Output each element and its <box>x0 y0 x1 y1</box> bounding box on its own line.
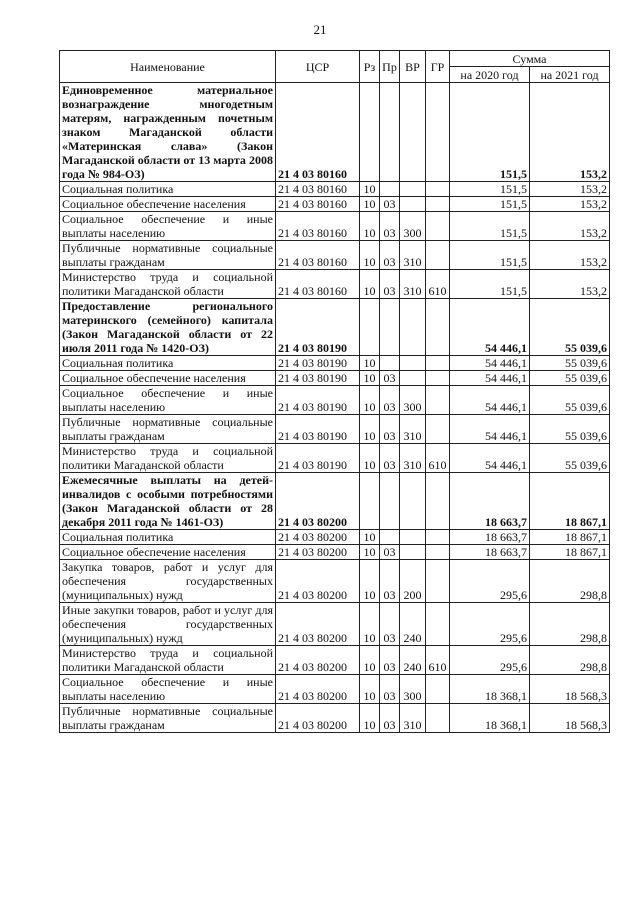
cell-csr: 21 4 03 80190 <box>276 415 360 444</box>
cell-sum-2021: 153,2 <box>530 241 610 270</box>
cell-pr: 03 <box>380 241 400 270</box>
cell-sum-2021: 153,2 <box>530 182 610 197</box>
cell-sum-2020: 18 663,7 <box>450 545 530 560</box>
cell-gr <box>426 704 450 733</box>
cell-gr <box>426 675 450 704</box>
cell-name: Социальное обеспечение населения <box>60 545 276 560</box>
cell-name: Публичные нормативные социальные выплаты гражданам <box>60 704 276 733</box>
table-row <box>60 212 610 241</box>
cell-rz: 10 <box>360 197 380 212</box>
cell-gr <box>426 530 450 545</box>
budget-table <box>59 50 610 733</box>
cell-sum-2021: 298,8 <box>530 603 610 646</box>
cell-csr: 21 4 03 80190 <box>276 299 360 356</box>
cell-gr <box>426 299 450 356</box>
header-sum: Сумма <box>450 51 610 67</box>
cell-pr: 03 <box>380 386 400 415</box>
table-row <box>60 83 610 182</box>
cell-sum-2020: 54 446,1 <box>450 386 530 415</box>
cell-pr <box>380 299 400 356</box>
cell-vr: 240 <box>400 646 426 675</box>
cell-name: Предоставление регионального материнского (семейного) капитала (Закон Магаданской области от 22 июля 2011 года № 1420-ОЗ) <box>60 299 276 356</box>
cell-name: Министерство труда и социальной политики Магаданской области <box>60 444 276 473</box>
cell-name: Социальное обеспечение населения <box>60 371 276 386</box>
cell-gr: 610 <box>426 646 450 675</box>
table-row <box>60 560 610 603</box>
cell-csr: 21 4 03 80200 <box>276 530 360 545</box>
cell-name: Публичные нормативные социальные выплаты гражданам <box>60 241 276 270</box>
table-row <box>60 603 610 646</box>
cell-vr: 300 <box>400 675 426 704</box>
cell-name: Социальная политика <box>60 182 276 197</box>
header-gr: ГР <box>426 51 450 83</box>
table-row <box>60 371 610 386</box>
table-row <box>60 675 610 704</box>
cell-pr <box>380 530 400 545</box>
cell-sum-2021: 18 867,1 <box>530 473 610 530</box>
cell-gr: 610 <box>426 270 450 299</box>
cell-sum-2021: 18 867,1 <box>530 545 610 560</box>
cell-pr <box>380 473 400 530</box>
cell-name: Публичные нормативные социальные выплаты гражданам <box>60 415 276 444</box>
cell-vr: 300 <box>400 386 426 415</box>
cell-csr: 21 4 03 80200 <box>276 560 360 603</box>
cell-vr <box>400 473 426 530</box>
header-pr: Пр <box>380 51 400 83</box>
cell-gr <box>426 241 450 270</box>
cell-csr: 21 4 03 80160 <box>276 241 360 270</box>
cell-csr: 21 4 03 80200 <box>276 603 360 646</box>
cell-gr <box>426 386 450 415</box>
cell-csr: 21 4 03 80200 <box>276 675 360 704</box>
cell-csr: 21 4 03 80190 <box>276 386 360 415</box>
cell-vr: 310 <box>400 270 426 299</box>
cell-sum-2020: 295,6 <box>450 560 530 603</box>
table-row <box>60 270 610 299</box>
cell-name: Единовременное материальное вознаграждение многодетным матерям, награжденным почетным знаком Магаданской области «Материнская слава» (Закон Магаданской области от 13 марта 2008 года № 984-ОЗ) <box>60 83 276 182</box>
table-row <box>60 473 610 530</box>
cell-sum-2021: 55 039,6 <box>530 415 610 444</box>
cell-sum-2021: 153,2 <box>530 212 610 241</box>
cell-rz: 10 <box>360 444 380 473</box>
cell-sum-2020: 151,5 <box>450 197 530 212</box>
cell-rz: 10 <box>360 545 380 560</box>
cell-vr <box>400 299 426 356</box>
table-row <box>60 646 610 675</box>
cell-gr <box>426 197 450 212</box>
cell-pr: 03 <box>380 646 400 675</box>
cell-pr: 03 <box>380 270 400 299</box>
cell-csr: 21 4 03 80190 <box>276 371 360 386</box>
cell-sum-2021: 298,8 <box>530 560 610 603</box>
cell-vr <box>400 356 426 371</box>
cell-sum-2021: 55 039,6 <box>530 386 610 415</box>
cell-csr: 21 4 03 80160 <box>276 182 360 197</box>
cell-name: Социальная политика <box>60 356 276 371</box>
header-vr: ВР <box>400 51 426 83</box>
cell-rz: 10 <box>360 646 380 675</box>
cell-name: Закупка товаров, работ и услуг для обеспечения государственных (муниципальных) нужд <box>60 560 276 603</box>
cell-vr: 310 <box>400 415 426 444</box>
cell-pr: 03 <box>380 704 400 733</box>
cell-pr: 03 <box>380 675 400 704</box>
cell-sum-2021: 18 568,3 <box>530 675 610 704</box>
cell-gr <box>426 560 450 603</box>
cell-rz: 10 <box>360 386 380 415</box>
cell-pr <box>380 356 400 371</box>
cell-sum-2020: 54 446,1 <box>450 356 530 371</box>
table-header <box>60 51 610 83</box>
header-csr: ЦСР <box>276 51 360 83</box>
header-year-2021: на 2021 год <box>530 67 610 83</box>
cell-name: Социальное обеспечение населения <box>60 197 276 212</box>
cell-name: Социальное обеспечение и иные выплаты населению <box>60 386 276 415</box>
cell-vr: 240 <box>400 603 426 646</box>
cell-gr <box>426 182 450 197</box>
header-year-2020: на 2020 год <box>450 67 530 83</box>
cell-name: Социальное обеспечение и иные выплаты населению <box>60 675 276 704</box>
cell-sum-2021: 298,8 <box>530 646 610 675</box>
cell-gr <box>426 545 450 560</box>
table-row <box>60 530 610 545</box>
cell-sum-2020: 54 446,1 <box>450 415 530 444</box>
cell-sum-2020: 54 446,1 <box>450 299 530 356</box>
cell-rz: 10 <box>360 182 380 197</box>
cell-rz: 10 <box>360 270 380 299</box>
cell-sum-2020: 151,5 <box>450 241 530 270</box>
cell-pr: 03 <box>380 212 400 241</box>
cell-pr <box>380 182 400 197</box>
cell-pr: 03 <box>380 415 400 444</box>
cell-csr: 21 4 03 80190 <box>276 444 360 473</box>
cell-name: Социальная политика <box>60 530 276 545</box>
cell-gr <box>426 83 450 182</box>
cell-sum-2020: 295,6 <box>450 603 530 646</box>
cell-sum-2021: 18 867,1 <box>530 530 610 545</box>
cell-gr <box>426 212 450 241</box>
cell-csr: 21 4 03 80160 <box>276 270 360 299</box>
cell-gr <box>426 473 450 530</box>
cell-gr <box>426 603 450 646</box>
cell-rz: 10 <box>360 603 380 646</box>
table-row <box>60 704 610 733</box>
cell-rz: 10 <box>360 704 380 733</box>
cell-sum-2020: 18 663,7 <box>450 473 530 530</box>
cell-vr <box>400 545 426 560</box>
cell-name: Министерство труда и социальной политики Магаданской области <box>60 270 276 299</box>
cell-sum-2020: 151,5 <box>450 182 530 197</box>
cell-pr: 03 <box>380 560 400 603</box>
cell-pr: 03 <box>380 444 400 473</box>
table-row <box>60 386 610 415</box>
cell-rz: 10 <box>360 371 380 386</box>
cell-pr: 03 <box>380 371 400 386</box>
cell-vr <box>400 83 426 182</box>
cell-name: Ежемесячные выплаты на детей-инвалидов с особыми потребностями (Закон Магаданской области от 28 декабря 2011 года № 1461-ОЗ) <box>60 473 276 530</box>
cell-sum-2020: 18 368,1 <box>450 675 530 704</box>
cell-rz: 10 <box>360 241 380 270</box>
cell-csr: 21 4 03 80200 <box>276 646 360 675</box>
cell-sum-2020: 295,6 <box>450 646 530 675</box>
cell-sum-2020: 18 663,7 <box>450 530 530 545</box>
cell-csr: 21 4 03 80160 <box>276 197 360 212</box>
cell-rz <box>360 83 380 182</box>
cell-vr: 310 <box>400 241 426 270</box>
cell-sum-2021: 55 039,6 <box>530 371 610 386</box>
cell-pr: 03 <box>380 197 400 212</box>
cell-csr: 21 4 03 80190 <box>276 356 360 371</box>
cell-gr: 610 <box>426 444 450 473</box>
table-row <box>60 415 610 444</box>
cell-rz: 10 <box>360 356 380 371</box>
cell-csr: 21 4 03 80160 <box>276 212 360 241</box>
cell-sum-2021: 55 039,6 <box>530 444 610 473</box>
table-row <box>60 299 610 356</box>
cell-sum-2020: 151,5 <box>450 270 530 299</box>
cell-rz: 10 <box>360 560 380 603</box>
cell-vr: 300 <box>400 212 426 241</box>
page-number: 21 <box>313 22 327 37</box>
cell-name: Социальное обеспечение и иные выплаты населению <box>60 212 276 241</box>
cell-vr: 310 <box>400 444 426 473</box>
cell-vr <box>400 371 426 386</box>
table-row <box>60 545 610 560</box>
cell-sum-2021: 55 039,6 <box>530 356 610 371</box>
cell-rz: 10 <box>360 675 380 704</box>
cell-sum-2020: 54 446,1 <box>450 444 530 473</box>
cell-rz: 10 <box>360 415 380 444</box>
cell-rz <box>360 473 380 530</box>
table-row <box>60 444 610 473</box>
cell-gr <box>426 356 450 371</box>
cell-csr: 21 4 03 80160 <box>276 83 360 182</box>
cell-sum-2020: 18 368,1 <box>450 704 530 733</box>
cell-sum-2021: 153,2 <box>530 83 610 182</box>
cell-vr <box>400 530 426 545</box>
cell-vr <box>400 197 426 212</box>
header-name: Наименование <box>60 51 276 83</box>
header-rz: Рз <box>360 51 380 83</box>
cell-sum-2021: 55 039,6 <box>530 299 610 356</box>
cell-vr: 310 <box>400 704 426 733</box>
table-row <box>60 241 610 270</box>
cell-rz <box>360 299 380 356</box>
cell-sum-2021: 153,2 <box>530 197 610 212</box>
table-row <box>60 197 610 212</box>
cell-sum-2020: 151,5 <box>450 83 530 182</box>
cell-vr <box>400 182 426 197</box>
cell-sum-2021: 18 568,3 <box>530 704 610 733</box>
cell-csr: 21 4 03 80200 <box>276 704 360 733</box>
cell-pr <box>380 83 400 182</box>
table-row <box>60 356 610 371</box>
cell-pr: 03 <box>380 603 400 646</box>
cell-rz: 10 <box>360 212 380 241</box>
cell-sum-2020: 151,5 <box>450 212 530 241</box>
table-body <box>60 83 610 733</box>
cell-sum-2021: 153,2 <box>530 270 610 299</box>
cell-vr: 200 <box>400 560 426 603</box>
cell-csr: 21 4 03 80200 <box>276 473 360 530</box>
cell-gr <box>426 415 450 444</box>
cell-name: Иные закупки товаров, работ и услуг для обеспечения государственных (муниципальных) нужд <box>60 603 276 646</box>
cell-name: Министерство труда и социальной политики Магаданской области <box>60 646 276 675</box>
cell-gr <box>426 371 450 386</box>
cell-sum-2020: 54 446,1 <box>450 371 530 386</box>
cell-pr: 03 <box>380 545 400 560</box>
cell-csr: 21 4 03 80200 <box>276 545 360 560</box>
cell-rz: 10 <box>360 530 380 545</box>
table-row <box>60 182 610 197</box>
